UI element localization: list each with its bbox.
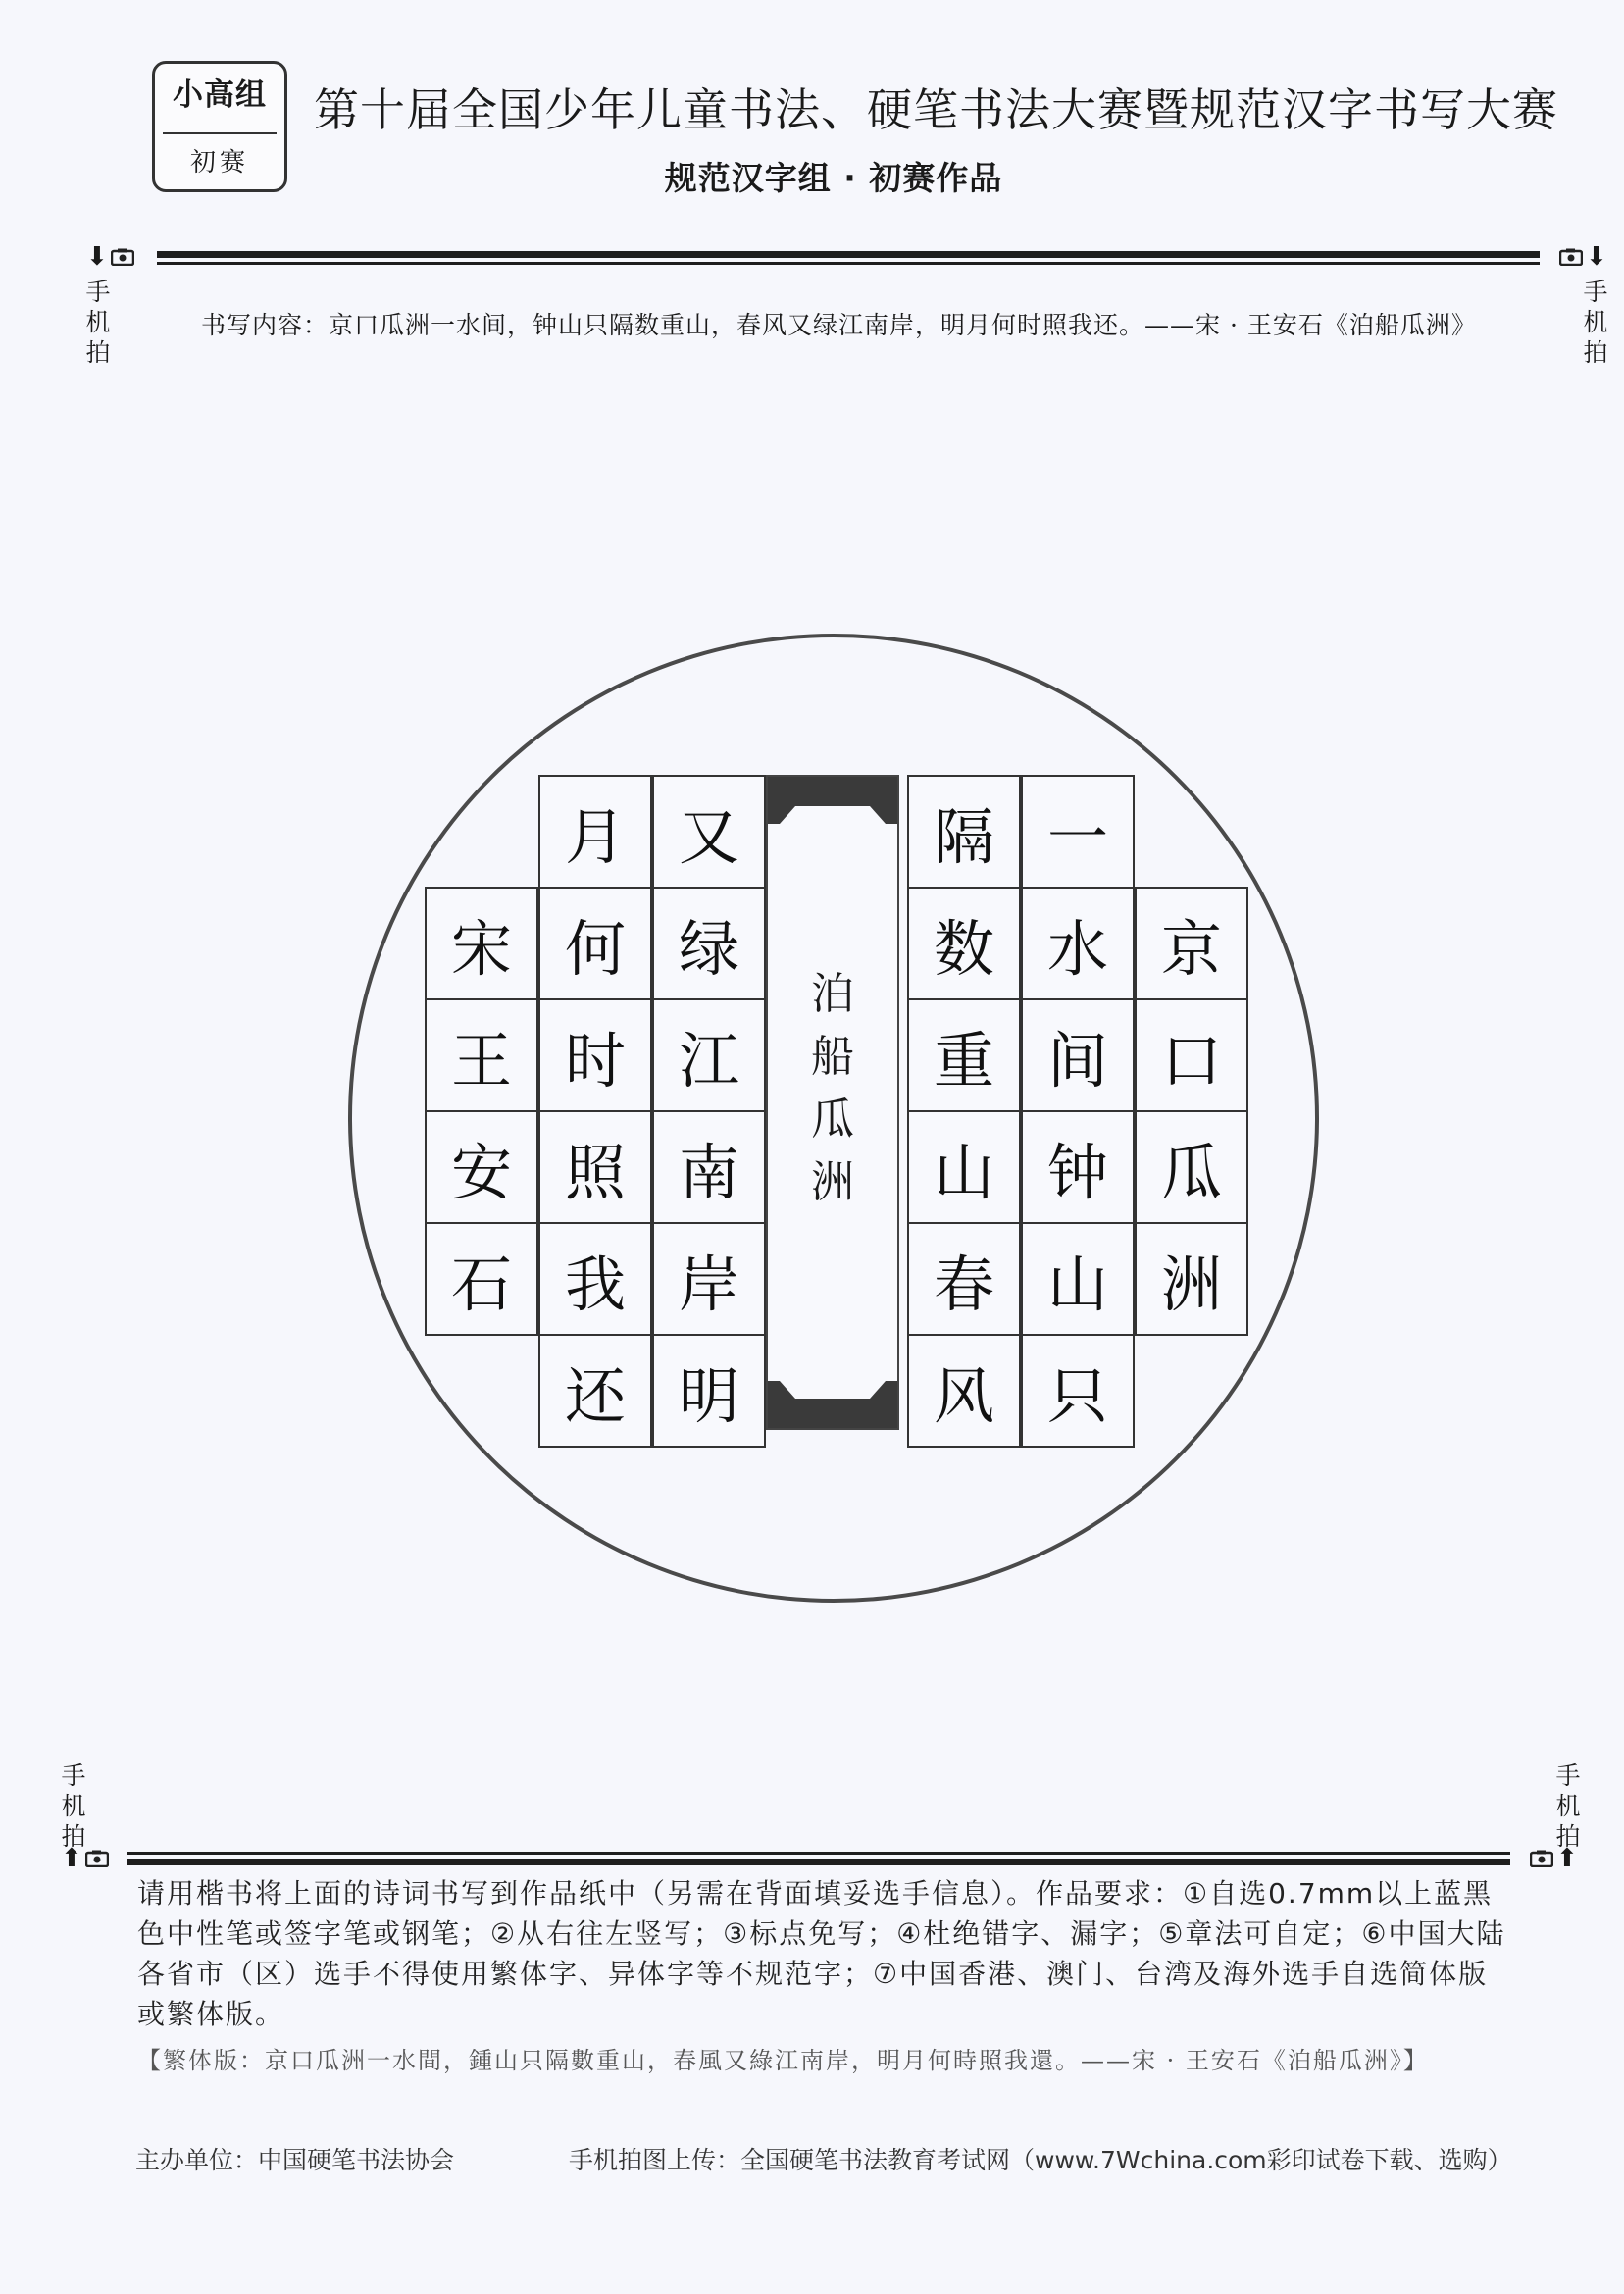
grid-cell: 月	[538, 775, 652, 889]
grid-cell: 钟	[1021, 1110, 1135, 1224]
scroll-bottom-band	[768, 1365, 897, 1428]
phone-label-bottom-left: 手机拍	[61, 1761, 86, 1851]
traditional-version-note: 【繁体版：京口瓜洲一水間，鍾山只隔數重山，春風又綠江南岸，明月何時照我還。——宋 · 王安石《泊船瓜洲》】	[137, 2047, 1429, 2074]
organizer-text: 主办单位：中国硬笔书法协会	[135, 2146, 455, 2174]
grid-cell: 宋	[425, 887, 538, 1000]
bottom-left-marker	[61, 1844, 109, 1873]
badge-divider	[163, 132, 277, 134]
grid-cell: 南	[652, 1110, 766, 1224]
grid-cell: 明	[652, 1334, 766, 1448]
title-char: 瓜	[811, 1095, 854, 1145]
grid-cell: 洲	[1135, 1222, 1248, 1336]
grid-cell: 口	[1135, 998, 1248, 1112]
badge-group-label: 小高组	[173, 77, 267, 113]
grid-cell: 山	[1021, 1222, 1135, 1336]
upload-info-text: 手机拍图上传：全国硬笔书法教育考试网（www.7Wchina.com彩印试卷下载、选购）	[569, 2146, 1512, 2174]
badge-stage-label: 初赛	[189, 148, 249, 178]
grid-cell: 何	[538, 887, 652, 1000]
grid-cell: 安	[425, 1110, 538, 1224]
grid-cell: 王	[425, 998, 538, 1112]
grid-cell: 重	[907, 998, 1021, 1112]
title-char: 泊	[811, 969, 854, 1019]
scroll-top-band	[768, 777, 897, 840]
camera-icon	[1559, 248, 1583, 266]
competition-subtitle: 规范汉字组 · 初赛作品	[664, 159, 1003, 197]
top-rule	[157, 251, 1540, 265]
grid-cell: 间	[1021, 998, 1135, 1112]
grid-cell: 隔	[907, 775, 1021, 889]
title-char: 船	[811, 1032, 854, 1082]
phone-label-top-left: 手机拍	[85, 278, 111, 367]
title-char: 洲	[811, 1157, 854, 1207]
grid-cell: 一	[1021, 775, 1135, 889]
arrow-up-icon: ⬆	[61, 1844, 82, 1873]
grid-cell: 山	[907, 1110, 1021, 1224]
grid-cell: 我	[538, 1222, 652, 1336]
camera-icon	[111, 248, 134, 266]
grid-cell: 石	[425, 1222, 538, 1336]
camera-icon	[85, 1850, 109, 1867]
grid-cell: 岸	[652, 1222, 766, 1336]
arrow-down-icon: ⬇	[86, 242, 108, 272]
grid-cell: 水	[1021, 887, 1135, 1000]
grid-cell: 照	[538, 1110, 652, 1224]
grid-cell: 春	[907, 1222, 1021, 1336]
arrow-up-icon: ⬆	[1556, 1844, 1578, 1873]
top-left-marker	[86, 242, 134, 272]
grid-cell: 绿	[652, 887, 766, 1000]
camera-icon	[1530, 1850, 1553, 1867]
grid-cell: 又	[652, 775, 766, 889]
arrow-down-icon: ⬇	[1586, 242, 1607, 272]
competition-title: 第十届全国少年儿童书法、硬笔书法大赛暨规范汉字书写大赛	[314, 83, 1558, 136]
grid-cell: 瓜	[1135, 1110, 1248, 1224]
bottom-rule	[127, 1852, 1510, 1865]
phone-label-top-right: 手机拍	[1583, 278, 1608, 367]
top-right-marker	[1559, 242, 1607, 272]
writing-instructions: 请用楷书将上面的诗词书写到作品纸中（另需在背面填妥选手信息）。作品要求：①自选0.7mm以上蓝黑色中性笔或签字笔或钢笔；②从右往左竖写；③标点免写；④杜绝错字、漏字；⑤章法可自定；⑥中国大陆各省市（区）选手不得使用繁体字、异体字等不规范字；⑦中国香港、澳门、台湾及海外选手自选简体版或繁体版。	[137, 1877, 1506, 2030]
grid-cell: 时	[538, 998, 652, 1112]
poem-title-vertical	[768, 963, 897, 1214]
grid-cell: 风	[907, 1334, 1021, 1448]
bottom-right-marker	[1530, 1844, 1578, 1873]
grid-cell: 只	[1021, 1334, 1135, 1448]
grid-cell: 京	[1135, 887, 1248, 1000]
grid-cell: 还	[538, 1334, 652, 1448]
title-scroll	[766, 775, 899, 1430]
grid-cell: 数	[907, 887, 1021, 1000]
grid-cell: 江	[652, 998, 766, 1112]
writing-content: 书写内容：京口瓜洲一水间，钟山只隔数重山，春风又绿江南岸，明月何时照我还。——宋 · 王安石《泊船瓜洲》	[201, 311, 1477, 339]
phone-label-bottom-right: 手机拍	[1555, 1761, 1581, 1851]
